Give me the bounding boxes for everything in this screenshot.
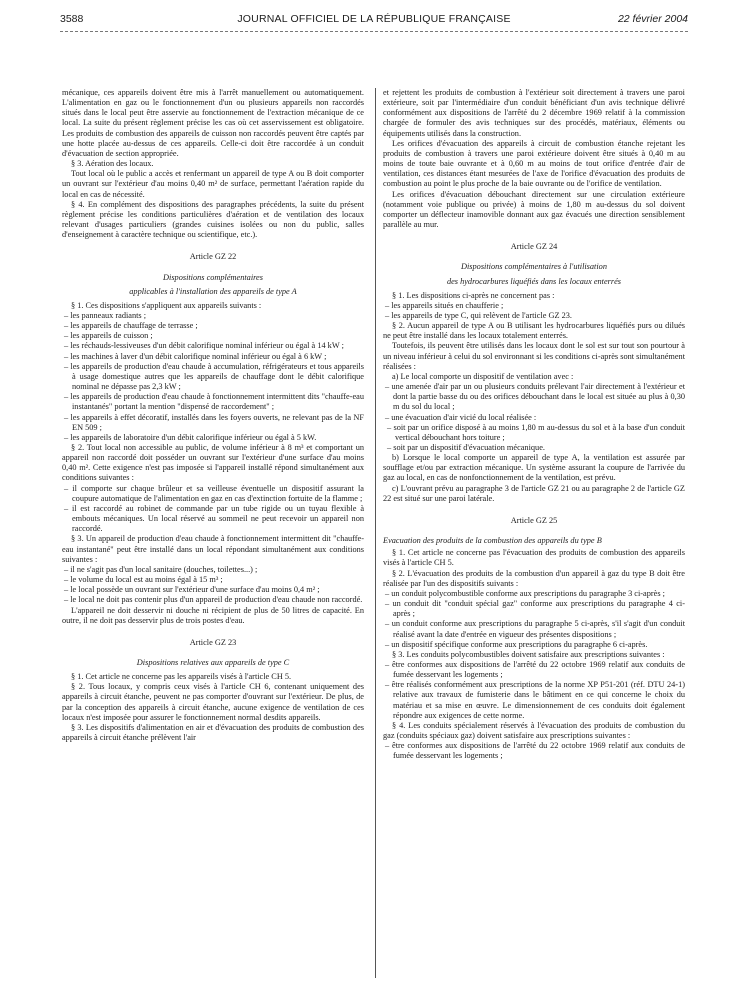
article-subtitle: Dispositions relatives aux appareils de type C (136, 657, 290, 667)
paragraph: a) Le local comporte un dispositif de ventilation avec : (392, 371, 574, 381)
sub-list-wrapper (383, 423, 685, 453)
list-item: – il comporte sur chaque brûleur et sa veilleuse éventuelle un dispositif assurant la coupure automatique de l'alimentation en gaz en cas d'extinction fortuite de la flamme ; (64, 483, 364, 503)
article-subtitle: Dispositions complémentaires à l'utilisation (461, 262, 607, 272)
list-item: – il est raccordé au robinet de commande par un tube rigide ou un tuyau flexible à embouts mécaniques. Un local réservé au sommeil ne peut recevoir un appareil non raccordé. (64, 503, 364, 534)
list (62, 484, 364, 535)
list (383, 382, 685, 453)
list (383, 660, 685, 721)
list-item: – un conduit dit "conduit spécial gaz" conforme aux prescriptions du paragraphe 4 ci-après ; (385, 599, 685, 619)
list-item: – le local possède un ouvrant sur l'extérieur d'une surface d'au moins 0,4 m² ; (64, 585, 320, 595)
list-item: – les appareils de cuisson ; (64, 331, 153, 341)
page-header (60, 13, 688, 29)
paragraph: b) Lorsque le local comporte un appareil de type A, la ventilation est assurée par soufflage et/ou par extraction mécanique. Un système assurant la coupure de l'arrivée du gaz au local, en cas de nonfonctionnement de la ventilation, est prévu. (383, 453, 685, 483)
page-number: 3588 (60, 13, 84, 25)
article-title: Article GZ 22 (189, 252, 237, 262)
article-subtitle: applicables à l'installation des appareils de type A (129, 286, 297, 296)
paragraph: § 3. Un appareil de production d'eau chaude à fonctionnement intermittent dit "chauffe-eau instantané" peut être installé dans un local répondant simultanément aux conditions suivantes : (62, 534, 364, 564)
list-item: – être réalisés conformément aux prescriptions de la norme XP P51-201 (réf. DTU 24-1) relative aux travaux de fumisterie dans le bâtiment en ce qui concerne le choix du matériau et sa mise en œuvre. Le dimensionnement de ces conduits doit également répondre aux exigences de cette norme. (385, 680, 685, 720)
paragraph: Les orifices d'évacuation débouchant directement sur une circulation extérieure (notamment voie publique ou privée) à moins de 1,80 m au-dessus du sol doivent comporter un déflecteur inamovible donnant aux gaz évacués une direction sensiblement parallèle au mur. (383, 189, 685, 230)
list-item: – soit par un orifice disposé à au moins 1,80 m au-dessus du sol et à la base d'un conduit vertical débouchant hors toiture ; (387, 422, 685, 442)
list-item: – il ne s'agit pas d'un local sanitaire (douches, toilettes...) ; (64, 564, 258, 574)
paragraph: § 2. Tout local non accessible au public, de volume inférieur à 8 m³ et comportant un appareil non raccordé doit posséder un ouvrant sur l'extérieur d'une surface d'au moins 0,40 m². Cette exigence n'est pas imposée si l'appareil installé répond simultanément aux conditions suivantes : (62, 443, 364, 483)
list-item: – un conduit conforme aux prescriptions du paragraphe 5 ci-après, s'il s'agit d'un conduit réalisé avant la date d'entrée en vigueur des présentes dispositions ; (385, 619, 685, 639)
paragraph: § 2. Tous locaux, y compris ceux visés à l'article CH 6, contenant uniquement des appareils à circuit étanche, peuvent ne pas comporter d'ouvrant sur l'extérieur. De plus, de par la conception des appareils à circuit étanche, aucune exigence de ventilation de ces locaux n'est imposée pour assurer le fonctionnement normal desdits appareils. (62, 682, 364, 722)
paragraph: § 3. Les conduits polycombustibles doivent satisfaire aux prescriptions suivantes : (392, 649, 665, 659)
list (383, 301, 685, 321)
paragraph: Les orifices d'évacuation des appareils à circuit de combustion étanche rejetant les produits de combustion à travers une paroi extérieure doivent être situés à 0,40 m au moins de toute baie ouvrante et à 0,60 m au moins de tout orifice d'entrée d'air de ventilation, ces distances étant mesurées de l'axe de l'orifice d'évacuation des produits de combustion au point le plus proche de la baie ouvrante ou de l'orifice de ventilation. (383, 138, 685, 189)
list (383, 741, 685, 761)
header-rule (60, 31, 688, 32)
article-subtitle: Dispositions complémentaires (163, 272, 263, 282)
list-item: – les machines à laver d'un débit calorifique nominal inférieur ou égal à 6 kW ; (64, 351, 327, 361)
list-item: – être conformes aux dispositions de l'arrêté du 22 octobre 1969 relatif aux conduits de fumée desservant les logements ; (385, 659, 685, 680)
list-item: – les panneaux radiants ; (64, 310, 147, 320)
article-title: Article GZ 25 (510, 515, 558, 525)
paragraph: § 2. L'évacuation des produits de la combustion d'un appareil à gaz du type B doit être réalisée par l'un des dispositifs suivants : (383, 568, 685, 588)
paragraph: § 1. Les dispositions ci-après ne concernent pas : (392, 290, 555, 300)
list-item: – le volume du local est au moins égal à 15 m³ ; (64, 575, 223, 585)
paragraph: L'appareil ne doit desservir ni douche ni récipient de plus de 50 litres de capacité. En outre, il ne doit pas desservir plus de trois postes d'eau. (62, 605, 364, 625)
journal-title: JOURNAL OFFICIEL DE LA RÉPUBLIQUE FRANÇAISE (237, 13, 511, 25)
paragraph: Tout local où le public a accès et renfermant un appareil de type A ou B doit comporter un ouvrant sur l'extérieur d'au moins 0,40 m² de surface, permettant l'aération rapide du local en cas de nécessité. (62, 169, 364, 199)
list-item: – les appareils de type C, qui relèvent de l'article GZ 23. (385, 310, 572, 320)
list-item: – les appareils de production d'eau chaude à fonctionnement intermittent dits "chauffe-eau instantanés" portant la mention "dispensé de raccordement" ; (64, 392, 364, 412)
paragraph: § 2. Aucun appareil de type A ou B utilisant les hydrocarbures liquéfiés purs ou dilués ne peut être installé dans les locaux totalement enterrés. (383, 321, 685, 341)
list (383, 589, 685, 650)
paragraph: § 4. En complément des dispositions des paragraphes précédents, la suite du présent règlement précise les conditions particulières d'aération et de ventilation des locaux relevant d'usages particuliers (grandes cuisines isolées ou non du public, salles d'enseignement à caractère technique ou scientifique, etc.). (62, 199, 364, 240)
paragraph: § 1. Cet article ne concerne pas l'évacuation des produits de combustion des appareils visés à l'article CH 5. (383, 548, 685, 568)
publication-date: 22 février 2004 (617, 13, 688, 25)
article-subtitle: Evacuation des produits de la combustion des appareils du type B (383, 536, 602, 546)
list-item: – les appareils de chauffage de terrasse ; (64, 321, 198, 331)
list-item: – une évacuation d'air vicié du local réalisée : (385, 412, 537, 422)
paragraph: et rejettent les produits de combustion à l'extérieur soit directement à travers une paroi extérieure, soit par l'intermédiaire d'un conduit bénéficiant d'un avis technique délivré conformément aux dispositions de l'arrêté du 2 décembre 1969 relatif à la commission chargée de formuler des avis techniques sur des procédés, matériaux, éléments ou équipements utilisés dans la construction. (383, 88, 685, 138)
list-item: – le local ne doit pas contenir plus d'un appareil de production d'eau chaude non raccordé. (64, 595, 363, 605)
paragraph: mécanique, ces appareils doivent être mis à l'arrêt manuellement ou automatiquement. L'alimentation en gaz ou le fonctionnement d'un ou plusieurs appareils non raccordés situés dans le local peut être asservie au fonctionnement de l'extraction mécanique de ce local. La suite du présent règlement précise les cas où cet asservissement est obligatoire. Les produits de combustion des appareils de cuisson non raccordés peuvent être captés par une hotte placée au-dessus de ces appareils. Celle-ci doit être raccordée à un conduit d'évacuation de section appropriée. (62, 88, 364, 158)
article-title: Article GZ 23 (189, 637, 237, 647)
paragraph: c) L'ouvrant prévu au paragraphe 3 de l'article GZ 21 ou au paragraphe 2 de l'article GZ 22 est situé sur une paroi latérale. (383, 483, 685, 503)
article-subtitle: des hydrocarbures liquéfiés dans les locaux enterrés (446, 276, 622, 286)
list-item: – les appareils de laboratoire d'un débit calorifique inférieur ou égal à 5 kW. (64, 432, 317, 442)
list-item: – un conduit polycombustible conforme aux prescriptions du paragraphe 3 ci-après ; (385, 588, 665, 598)
list-item: – un dispositif spécifique conforme aux prescriptions du paragraphe 6 ci-après. (385, 639, 648, 649)
list-item: – être conformes aux dispositions de l'arrêté du 22 octobre 1969 relatif aux conduits de fumée desservant les logements ; (385, 741, 685, 761)
right-column (383, 88, 685, 762)
list-item: – soit par un dispositif d'évacuation mécanique. (387, 443, 545, 452)
paragraph: § 1. Cet article ne concerne pas les appareils visés à l'article CH 5. (71, 672, 292, 682)
paragraph: § 3. Les dispositifs d'alimentation en air et d'évacuation des produits de combustion des appareils à circuit étanche prélèvent l'air (62, 722, 364, 743)
sub-list (383, 423, 685, 453)
article-title: Article GZ 24 (510, 242, 558, 252)
paragraph: Toutefois, ils peuvent être utilisés dans les locaux dont le sol est sur tout son pourtour à un niveau inférieur à celui du sol environnant si les conditions ci-après sont simultanément réalisées : (383, 341, 685, 371)
list-item: – les appareils à effet décoratif, installés dans les foyers ouverts, ne relevant pas de la NF EN 509 ; (64, 412, 364, 432)
column-divider (375, 88, 376, 978)
list (62, 311, 364, 443)
list (62, 565, 364, 606)
paragraph: § 3. Aération des locaux. (71, 159, 154, 169)
paragraph: § 1. Ces dispositions s'appliquent aux appareils suivants : (71, 300, 262, 310)
left-column (62, 88, 364, 743)
list-item: – une amenée d'air par un ou plusieurs conduits prélevant l'air directement à l'extérieur et dont la partie basse du ou des orifices débouchant dans le local est située au plus à 0,30 m du sol du local ; (385, 382, 685, 412)
list-item: – les appareils de production d'eau chaude à accumulation, réfrigérateurs et tous appareils à usage domestique autres que les appareils de chauffage dont le débit calorifique nominal ne dépasse pas 2,3 kW ; (64, 361, 364, 392)
list-item: – les réchauds-lessiveuses d'un débit calorifique nominal inférieur ou égal à 14 kW ; (64, 341, 344, 351)
paragraph: § 4. Les conduits spécialement réservés à l'évacuation des produits de combustion du gaz (conduits spéciaux gaz) doivent satisfaire aux prescriptions suivantes : (383, 720, 685, 741)
list-item: – les appareils situés en chaufferie ; (385, 300, 504, 310)
